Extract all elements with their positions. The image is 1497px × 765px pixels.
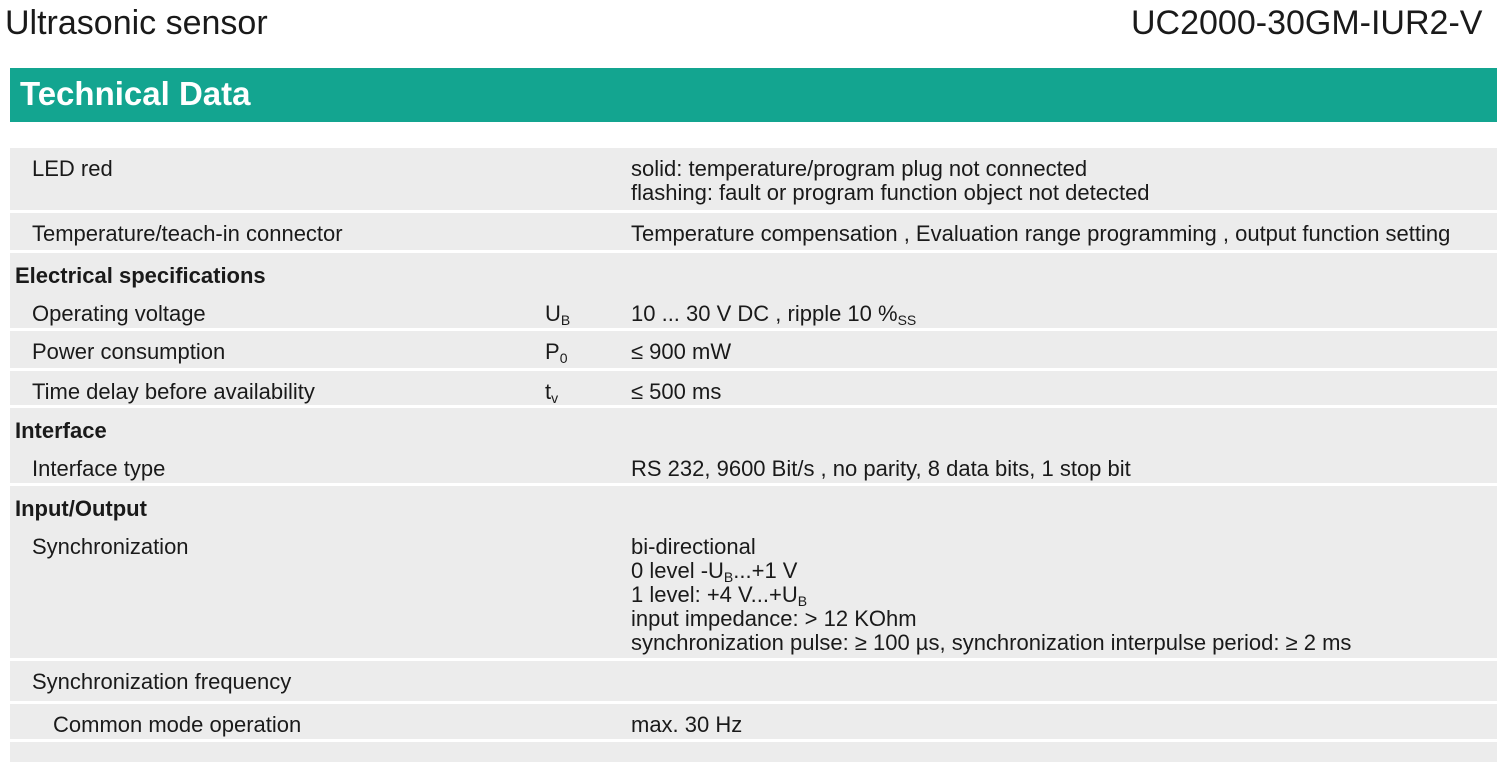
row-label-cell [10,742,523,762]
value-line: solid: temperature/program plug not connected [631,156,1088,181]
row-value-cell [611,704,1497,739]
row-symbol: $U_B$ [545,301,571,328]
table-row-continuation [10,742,1497,762]
table-row-operating-voltage [10,293,1497,328]
row-symbol: $t_v$ [545,379,559,405]
row-label-cell [10,526,523,658]
row-label-cell [10,448,523,483]
row-label-cell [10,661,523,701]
value-line: synchronization pulse: ≥ 100 µs, synchronization interpulse period: ≥ 2 ms [631,630,1352,655]
value-line: flashing: fault or program function object not detected [631,180,1150,205]
table-row-common-mode-operation [10,704,1497,739]
row-label: Interface type [32,456,166,481]
section-banner [10,68,1497,122]
row-symbol-cell [526,448,608,483]
row-value-cell [611,742,1497,762]
row-symbol-cell [526,293,608,328]
banner-title: Technical Data [20,75,251,112]
row-value-cell [611,371,1497,405]
section-title: Electrical specifications [15,263,266,288]
row-value-cell [611,448,1497,483]
row-label-cell [10,371,523,405]
row-value: Temperature compensation , Evaluation range programming , output function setting [631,221,1451,246]
section-header-electrical [10,253,1497,293]
row-value-cell [611,293,1497,328]
value-line: input impedance: > 12 KOhm [631,606,917,631]
row-symbol-cell [526,331,608,368]
table-row-interface-type [10,448,1497,483]
row-label-cell [10,293,523,328]
row-value-cell [611,213,1497,250]
value-line: 1 level: +4 $V...+U_B$ [631,582,808,609]
row-value-cell [611,661,1497,701]
table-row-led-red [10,148,1497,210]
row-symbol-cell [526,661,608,701]
row-value-cell [611,331,1497,368]
table-row-temperature-connector [10,213,1497,250]
technical-data-table [10,148,1497,765]
row-value-cell [611,526,1497,658]
row-label: Synchronization frequency [32,669,292,694]
row-label-cell [10,704,523,739]
row-label: LED red [32,156,113,181]
value-line: bi-directional [631,534,756,559]
document-header [0,0,1497,50]
table-row-synchronization [10,526,1497,658]
row-value: ≤ 900 mW [631,339,732,364]
section-title: Input/Output [15,496,147,521]
value-line: 0 level $-U_B...+1$ V [631,558,798,585]
section-title: Interface [15,418,107,443]
row-symbol-cell [526,371,608,405]
row-label: Temperature/teach-in connector [32,221,343,246]
row-label-cell [10,331,523,368]
section-header-input-output [10,486,1497,526]
row-symbol-cell [526,213,608,250]
table-row-time-delay [10,371,1497,405]
row-label: Time delay before availability [32,379,315,404]
row-value [631,157,1150,205]
row-value-cell [611,148,1497,210]
row-symbol: $P_0$ [545,339,568,366]
row-label: Power consumption [32,339,226,364]
row-symbol-cell [526,704,608,739]
row-value: 10 ... 30 V DC , ripple 10 $\%_{SS}$ [631,301,917,328]
row-value: RS 232, 9600 Bit/s , no parity, 8 data bits, 1 stop bit [631,456,1131,481]
row-label: Synchronization [32,534,189,559]
row-label: Operating voltage [32,301,206,326]
row-value [631,535,1351,655]
row-symbol-cell [526,148,608,210]
document-category-title: Ultrasonic sensor [5,4,268,42]
row-symbol-cell [526,526,608,658]
row-value: max. 30 Hz [631,712,743,737]
section-header-interface [10,408,1497,448]
product-model-title: UC2000-30GM-IUR2-V [1131,4,1483,42]
row-symbol-cell [526,742,608,762]
table-row-synchronization-frequency [10,661,1497,701]
row-label-cell [10,213,523,250]
row-value: ≤ 500 ms [631,379,722,404]
row-label: Common mode operation [53,712,302,737]
table-row-power-consumption [10,331,1497,368]
row-label-cell [10,148,523,210]
